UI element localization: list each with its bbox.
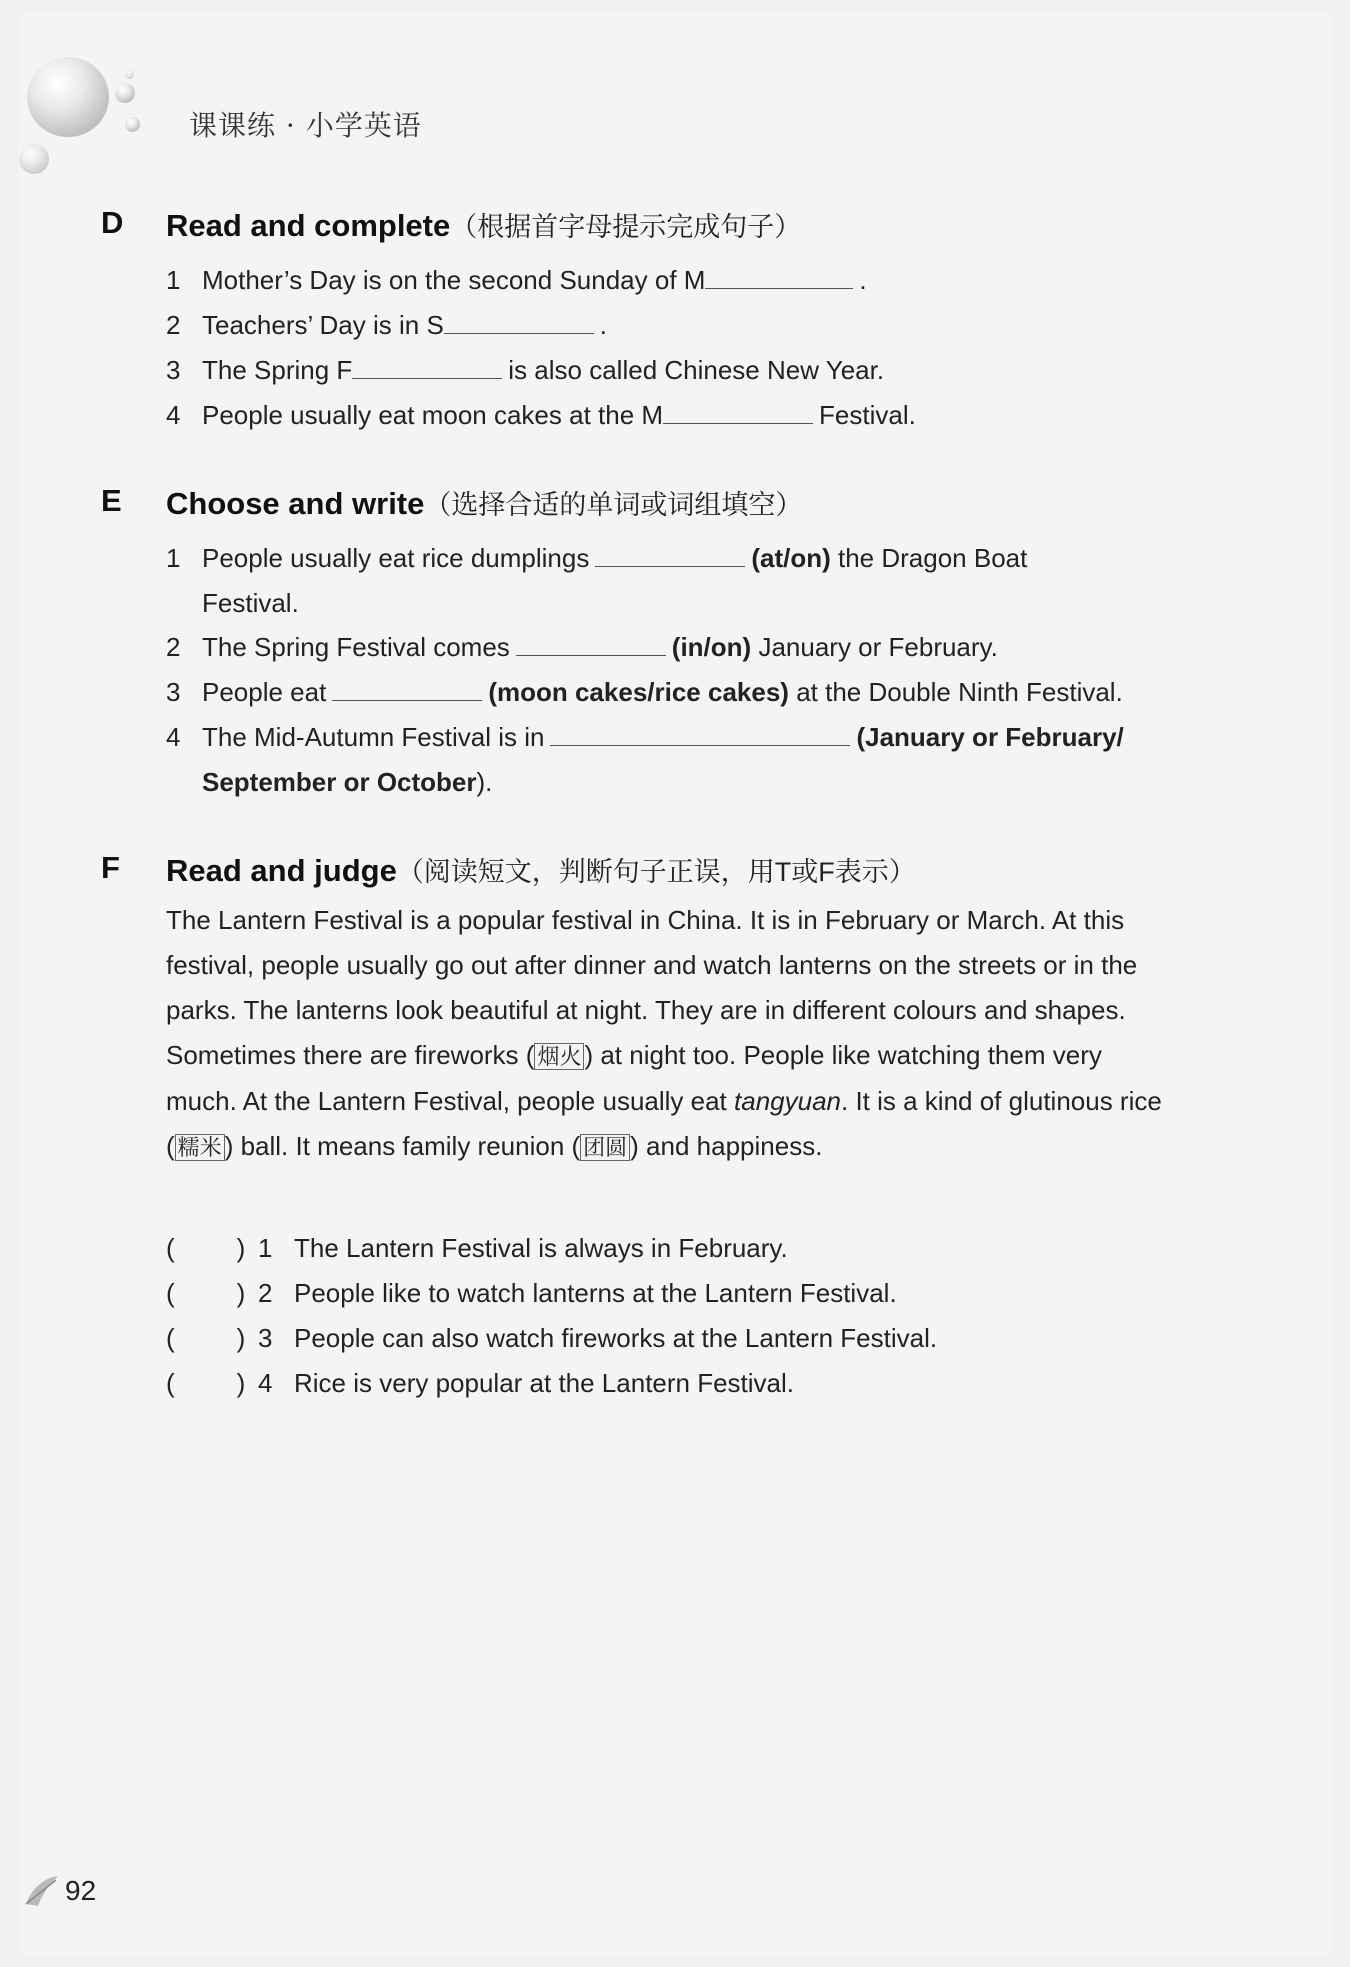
bubble-decoration: [115, 83, 135, 103]
answer-blank[interactable]: [705, 266, 853, 289]
d-item-2: 2 Teachers’ Day is in S .: [166, 310, 608, 340]
reading-passage: The Lantern Festival is a popular festival in China. It is in February or March. At this festival, people usually go out after dinner and watch lanterns on the streets or in the parks. The lanterns look beautiful at night. They are in different colours and shapes. Sometimes there are fireworks ( 烟火 ) at night too. People like watching them very much. At the Lantern Festival, people usually eat tangyuan. It is a kind of glutinous rice ( 糯米 ) ball. It means family reunion ( 团圆 ) and happiness.: [166, 905, 1162, 1161]
bubble-decoration: [125, 117, 140, 132]
judgement-1: ( ) 1 The Lantern Festival is always in February.: [166, 1233, 788, 1263]
answer-blank[interactable]: [444, 311, 594, 334]
gloss: 团圆: [580, 1134, 630, 1161]
e-item-3: 3 People eat (moon cakes/rice cakes) at the Double Ninth Festival.: [166, 677, 1123, 707]
section-e-title-cn: （选择合适的单词或词组填空）: [424, 490, 803, 520]
section-e-letter: E: [101, 483, 122, 518]
section-f-title-cn: （阅读短文，判断句子正误，用T或F表示）: [396, 857, 916, 887]
answer-blank[interactable]: [332, 678, 482, 701]
section-e-title-en: Choose and write: [166, 486, 425, 521]
answer-blank[interactable]: [352, 356, 502, 379]
judgement-2: ( ) 2 People like to watch lanterns at the Lantern Festival.: [166, 1278, 897, 1308]
section-f-letter: F: [101, 850, 120, 885]
d-item-4: 4 People usually eat moon cakes at the M Festival.: [166, 400, 916, 430]
answer-paren[interactable]: ( ): [166, 1368, 246, 1398]
e-item-1: 1 People usually eat rice dumplings (at/on) the Dragon Boat: [166, 543, 1028, 573]
answer-paren[interactable]: ( ): [166, 1233, 246, 1263]
answer-blank[interactable]: [663, 401, 813, 424]
bubble-decoration: [125, 70, 134, 79]
section-d-title-en: Read and complete: [166, 208, 451, 243]
section-d-letter: D: [101, 205, 124, 240]
page-number: 92: [65, 1875, 97, 1906]
leaf-icon: [22, 1870, 62, 1910]
answer-paren[interactable]: ( ): [166, 1323, 246, 1353]
answer-blank[interactable]: [595, 544, 745, 567]
gloss: 糯米: [175, 1134, 225, 1161]
book-title: 课课练 · 小学英语: [189, 109, 422, 142]
d-item-1: 1 Mother’s Day is on the second Sunday of M .: [166, 265, 867, 295]
judgement-3: ( ) 3 People can also watch fireworks at the Lantern Festival.: [166, 1323, 938, 1353]
answer-blank[interactable]: [550, 723, 850, 746]
section-f-title: [166, 850, 916, 889]
gloss: 烟火: [534, 1043, 584, 1070]
judgement-4: ( ) 4 Rice is very popular at the Lantern Festival.: [166, 1368, 795, 1398]
d-item-3: 3 The Spring F is also called Chinese New Year.: [166, 355, 885, 385]
e-item-1-cont: Festival.: [202, 588, 299, 618]
answer-paren[interactable]: ( ): [166, 1278, 246, 1308]
section-f-title-en: Read and judge: [166, 853, 397, 888]
section-e-title: [166, 483, 802, 522]
section-d-title: [166, 205, 801, 244]
answer-blank[interactable]: [516, 633, 666, 656]
section-d-title-cn: （根据首字母提示完成句子）: [450, 212, 802, 242]
bubble-decoration: [19, 144, 49, 174]
e-item-2: 2 The Spring Festival comes (in/on) January or February.: [166, 632, 998, 662]
e-item-4: 4 The Mid-Autumn Festival is in (January or February/: [166, 722, 1124, 752]
bubble-decoration: [27, 57, 109, 137]
e-item-4-cont: September or October).: [202, 767, 493, 797]
